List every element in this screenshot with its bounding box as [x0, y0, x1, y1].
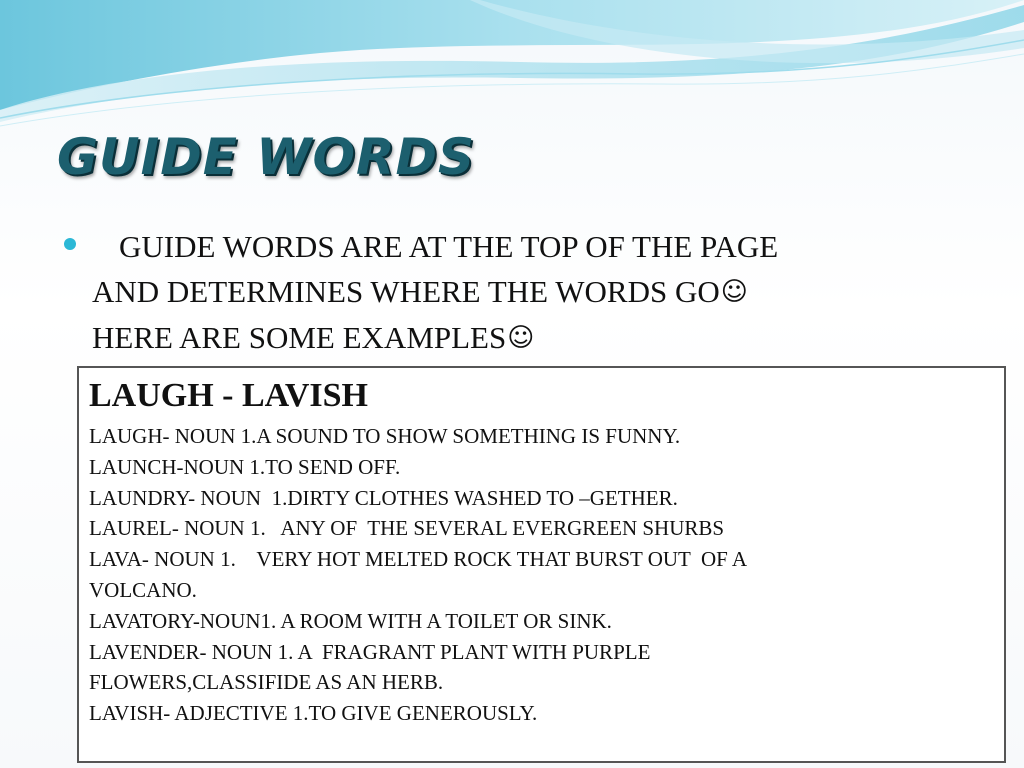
entries-list [89, 421, 747, 729]
slide-title: GUIDE WORDS [57, 128, 475, 186]
list-item: LAUNDRY- NOUN 1.DIRTY CLOTHES WASHED TO –GETHER. [89, 485, 678, 510]
list-item: LAVISH- ADJECTIVE 1.TO GIVE GENEROUSLY. [89, 701, 538, 726]
example-box [77, 366, 1006, 763]
list-item: VOLCANO. [89, 577, 197, 602]
list-item: LAUGH- NOUN 1.A SOUND TO SHOW SOMETHING IS FUNNY. [89, 424, 681, 448]
list-item: FLOWERS,CLASSIFIDE AS AN HERB. [89, 670, 444, 695]
list-item: LAUREL- NOUN 1. ANY OF THE SEVERAL EVERGREEN SHURBS [89, 516, 725, 541]
header-wave-decoration [0, 0, 1024, 130]
bullet-line-2: AND DETERMINES WHERE THE WORDS GO☺ [92, 269, 992, 315]
smiley-icon: ☺ [507, 323, 535, 353]
list-item: LAVATORY-NOUN1. A ROOM WITH A TOILET OR SINK. [89, 608, 612, 633]
list-item: LAVA- NOUN 1. VERY HOT MELTED ROCK THAT BURST OUT OF A [89, 547, 748, 572]
bullet-line-1: GUIDE WORDS ARE AT THE TOP OF THE PAGE [119, 229, 779, 264]
example-box-heading: LAUGH - LAVISH [89, 377, 368, 414]
bullet-dot-icon [64, 238, 76, 250]
list-item: LAVENDER- NOUN 1. A FRAGRANT PLANT WITH PURPLE [89, 639, 651, 664]
bullet-line-3: HERE ARE SOME EXAMPLES☺ [92, 315, 992, 361]
bullet-text [92, 224, 992, 361]
list-item: LAUNCH-NOUN 1.TO SEND OFF. [89, 454, 401, 479]
smiley-icon: ☺ [720, 277, 748, 307]
